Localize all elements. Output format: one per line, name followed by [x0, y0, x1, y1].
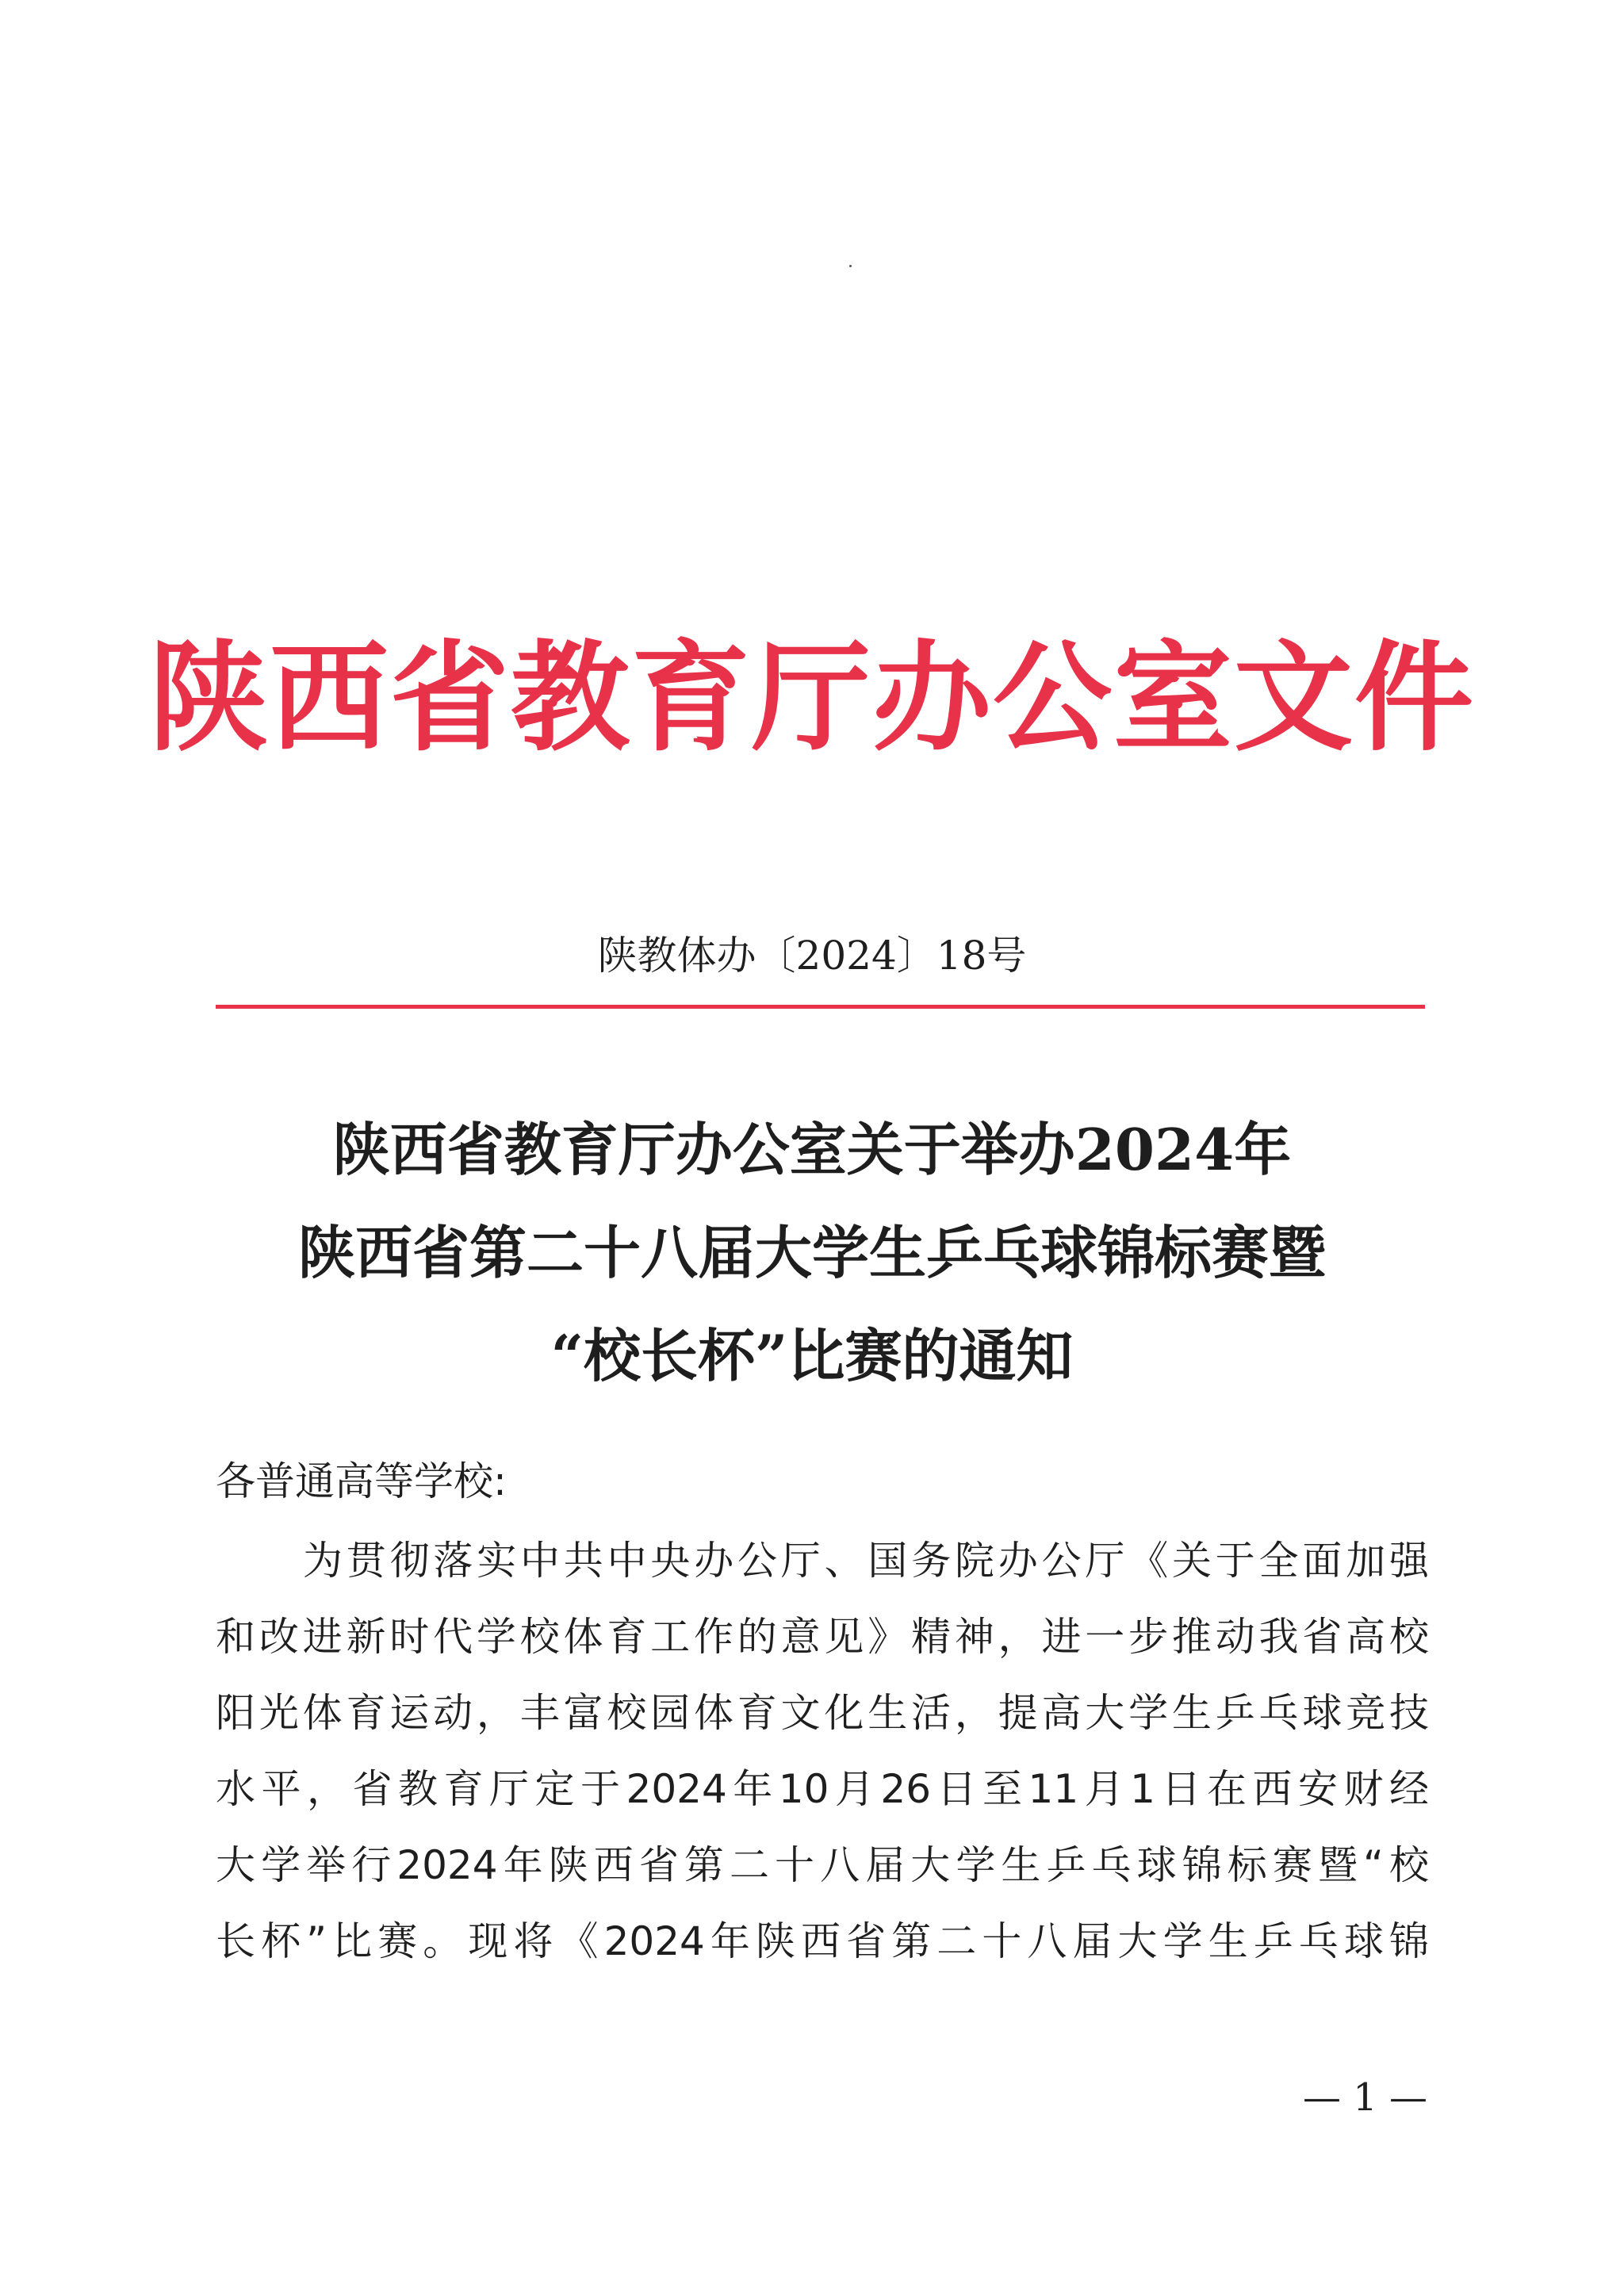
title-line: “校长杯”比赛的通知: [550, 1322, 1074, 1389]
body-line: 大学举行2024年陕西省第二十八届大学生乒乓球锦标赛暨“校: [216, 1842, 1429, 1888]
body-line: 为贯彻落实中共中央办公厅、国务院办公厅《关于全面加强: [303, 1538, 1429, 1584]
document-title: [0, 1098, 1624, 1408]
body-paragraph: [216, 1523, 1429, 1979]
title-line: 陕西省第二十八届大学生乒乓球锦标赛暨: [297, 1219, 1326, 1286]
body-line: 阳光体育运动，丰富校园体育文化生活，提高大学生乒乓球竞技: [216, 1690, 1429, 1736]
document-number: 陕教体办〔2024〕18号: [597, 933, 1027, 979]
body-line: 和改进新时代学校体育工作的意见》精神，进一步推动我省高校: [216, 1614, 1429, 1660]
document-masthead: 陕西省教育厅办公室文件: [148, 628, 1475, 768]
title-line: 陕西省教育厅办公室关于举办2024年: [332, 1116, 1292, 1183]
red-divider-line: [216, 1005, 1425, 1009]
page-number: — 1 —: [1302, 2075, 1427, 2120]
body-line: 长杯”比赛。现将《2024年陕西省第二十八届大学生乒乓球锦: [216, 1918, 1429, 1964]
body-line: 水平，省教育厅定于2024年10月26日至11月1日在西安财经: [216, 1766, 1429, 1812]
salutation: 各普通高等学校:: [216, 1458, 507, 1504]
scan-speck: [849, 265, 852, 267]
